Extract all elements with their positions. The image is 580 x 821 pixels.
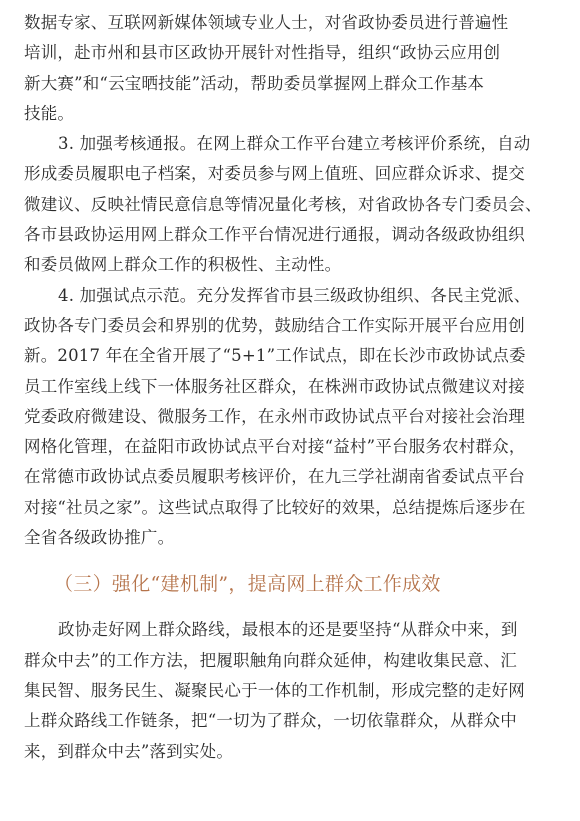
text-line: 微建议、反映社情民意信息等情况量化考核，对省政协各专门委员会、: [24, 194, 542, 214]
text-line: 集民智、服务民生、凝聚民心于一体的工作机制，形成完整的走好网: [24, 680, 525, 700]
text-line: 3. 加强考核通报。在网上群众工作平台建立考核评价系统，自动: [58, 134, 531, 154]
paragraph-mechanism: [24, 615, 560, 766]
text-line: 全省各级政协推广。: [24, 528, 175, 548]
text-line: 对接“社员之家”。这些试点取得了比较好的效果，总结提炼后逐步在: [24, 497, 526, 517]
paragraph-assessment: [24, 129, 560, 280]
text-line: 党委政府微建设、微服务工作，在永州市政协试点平台对接社会治理: [24, 406, 525, 426]
text-line: 上群众路线工作链条，把“一切为了群众，一切依靠群众，从群众中: [24, 711, 517, 731]
text-line: 数据专家、互联网新媒体领域专业人士，对省政协委员进行普遍性: [24, 13, 509, 32]
text-line: 在常德市政协试点委员履职考核评价，在九三学社湖南省委试点平台: [24, 467, 525, 487]
text-line: 各市县政协运用网上群众工作平台情况进行通报，调动各级政协组织: [24, 225, 525, 245]
paragraph-training: [24, 8, 560, 129]
paragraph-pilot: [24, 281, 560, 554]
section-heading: （三）强化“建机制”，提高网上群众工作成效: [54, 573, 441, 596]
text-line: 技能。: [24, 103, 75, 123]
text-line: 政协各专门委员会和界别的优势，鼓励结合工作实际开展平台应用创: [24, 315, 525, 335]
text-line: 和委员做网上群众工作的积极性、主动性。: [24, 255, 342, 275]
text-line: 员工作室线上线下一体服务社区群众，在株洲市政协试点微建议对接: [24, 376, 525, 396]
text-line: 政协走好网上群众路线，最根本的还是要坚持“从群众中来，到: [58, 620, 518, 640]
text-line: 群众中去”的工作方法，把履职触角向群众延伸，构建收集民意、汇: [24, 650, 517, 670]
text-line: 形成委员履职电子档案，对委员参与网上值班、回应群众诉求、提交: [24, 164, 525, 184]
text-line: 新大赛”和“云宝晒技能”活动，帮助委员掌握网上群众工作基本: [24, 73, 485, 93]
text-line: 4. 加强试点示范。充分发挥省市县三级政协组织、各民主党派、: [58, 285, 531, 305]
text-line: 新。2017 年在全省开展了“5+1”工作试点，即在长沙市政协试点委: [24, 346, 526, 366]
text-line: 培训，赴市州和县市区政协开展针对性指导，组织“政协云应用创: [24, 43, 501, 63]
text-line: 网格化管理，在益阳市政协试点平台对接“益村”平台服务农村群众，: [24, 437, 526, 457]
text-line: 来，到群众中去”落到实处。: [24, 741, 234, 761]
